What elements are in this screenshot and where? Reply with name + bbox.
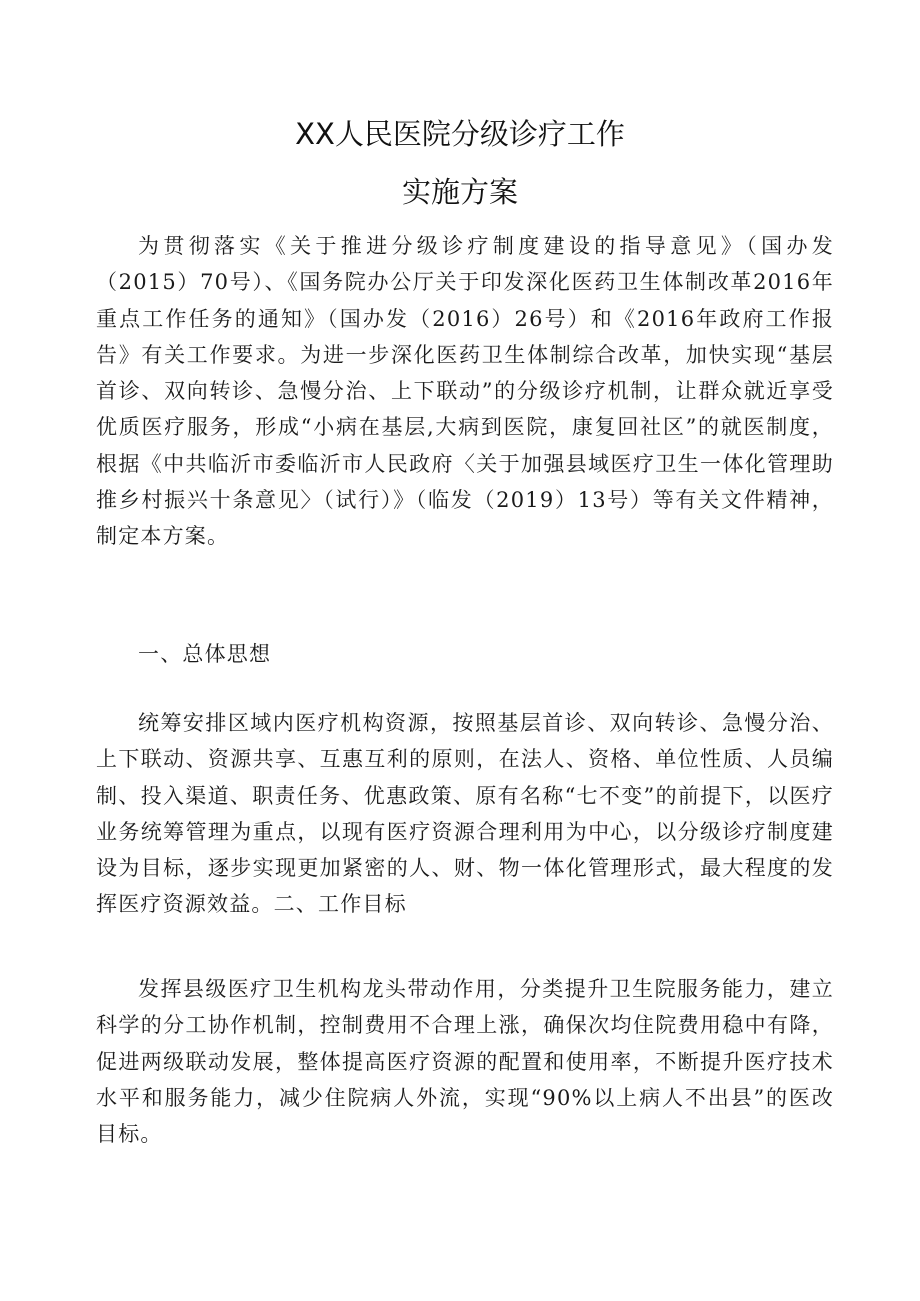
paragraph-overall-idea: 统筹安排区域内医疗机构资源，按照基层首诊、双向转诊、急慢分治、上下联动、资源共享、互惠互利的原则，在法人、资格、单位性质、人员编制、投入渠道、职责任务、优惠政策、原有名称“七不变”的前提下，以医疗业务统筹管理为重点，以现有医疗资源合理利用为中心，以分级诊疗制度建设为目标，逐步实现更加紧密的人、财、物一体化管理形式，最大程度的发挥医疗资源效益。二、工作目标 [96,711,834,917]
paragraph-intro: 为贯彻落实《关于推进分级诊疗制度建设的指导意见》（国办发（2015）70号）、《国务院办公厅关于印发深化医药卫生体制改革2016年重点工作任务的通知》（国办发（2016）26号）和《2016年政府工作报告》有关工作要求。为进一步深化医药卫生体制综合改革，加快实现“基层首诊、双向转诊、急慢分治、上下联动”的分级诊疗机制，让群众就近享受优质医疗服务，形成“小病在基层,大病到医院，康复回社区”的就医制度，根据《中共临沂市委临沂市人民政府〈关于加强县域医疗卫生一体化管理助推乡村振兴十条意见〉（试行）》（临发（2019）13号）等有关文件精神，制定本方案。 [96,234,834,549]
paragraph-work-goals: 发挥县级医疗卫生机构龙头带动作用，分类提升卫生院服务能力，建立科学的分工协作机制，控制费用不合理上涨，确保次均住院费用稳中有降，促进两级联动发展，整体提高医疗资源的配置和使用率，不断提升医疗技术水平和服务能力，减少住院病人外流，实现“90%以上病人不出县”的医改目标。 [96,977,834,1147]
document-title-line1: XX人民医院分级诊疗工作 [295,117,625,151]
section-heading-overall-idea: 一、总体思想 [138,642,272,666]
document-title-line2: 实施方案 [401,175,518,209]
